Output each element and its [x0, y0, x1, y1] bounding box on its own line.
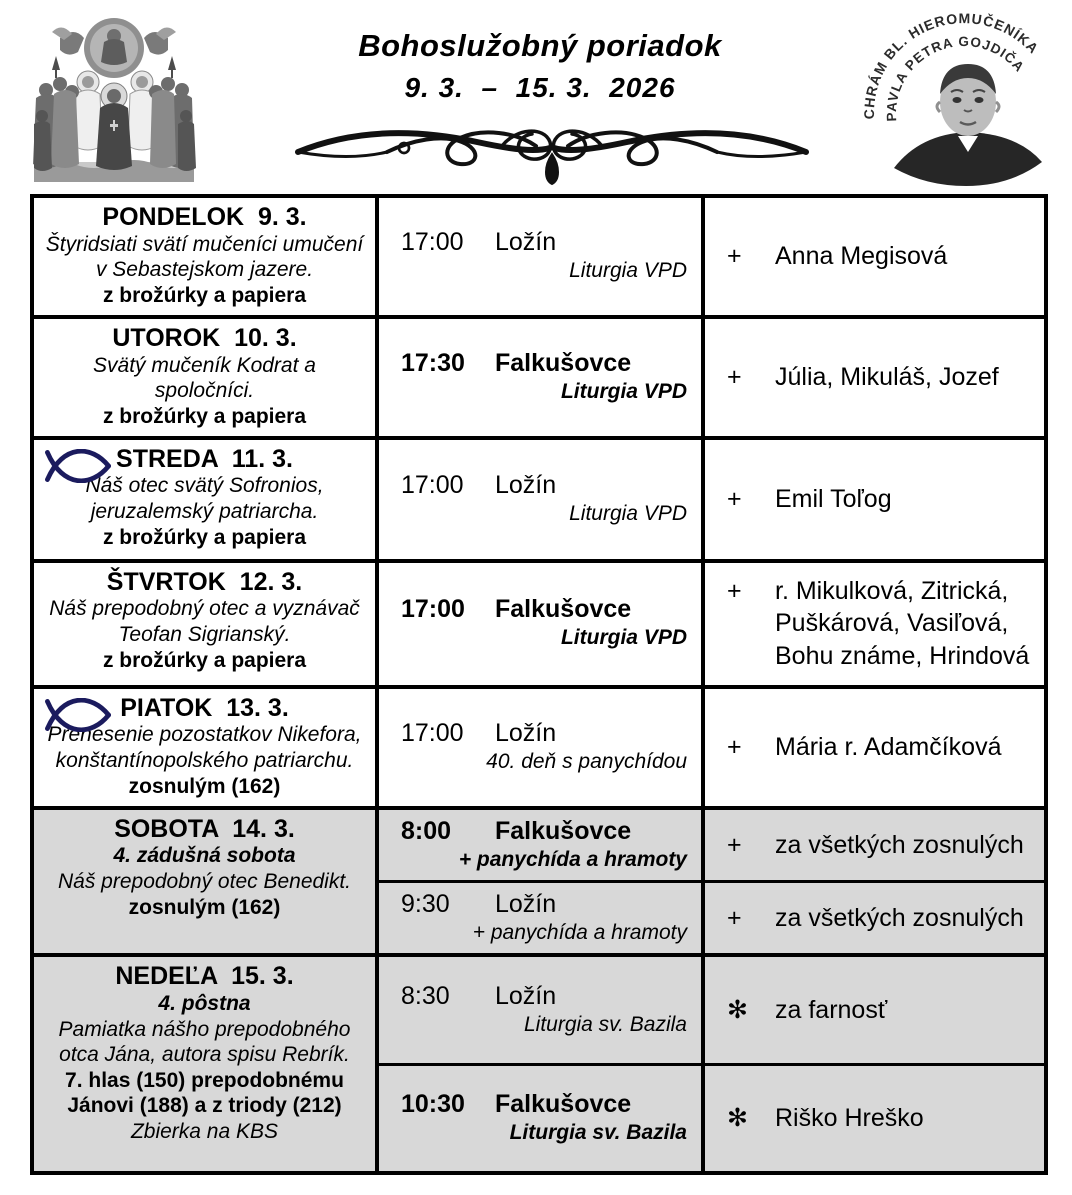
stamp-arc-top-text: CHRÁM BL. HIEROMUČENÍKA [860, 10, 1043, 120]
intentions-cell [701, 563, 1044, 685]
liturgy-schedule-table [30, 194, 1048, 1175]
day-info-cell [34, 563, 375, 685]
day-info-cell [34, 810, 375, 954]
intention-symbol: + [727, 830, 742, 859]
intention-entry [705, 198, 1044, 315]
intention-text: Anna Megisová [775, 242, 948, 271]
day-info-cell [34, 319, 375, 436]
date-range: 9. 3. – 15. 3. 2026 [404, 72, 676, 103]
intention-text: r. Mikulková, Zitrická, Puškárová, Vasiľová, Bohu známe, Hrindová [775, 576, 1030, 670]
service-entry [379, 880, 701, 953]
day-description-line: Náš prepodobný otec a vyznávač Teofan Sigrianský. [49, 597, 360, 646]
intentions-cell [701, 198, 1044, 315]
service-time: 9:30 [401, 889, 450, 918]
service-place: Ložín [495, 889, 557, 918]
service-place: Falkušovce [495, 349, 632, 378]
day-description-line: Svätý mučeník Kodrat a spoločníci. [93, 353, 316, 403]
intention-entry [705, 440, 1044, 559]
day-info-cell [34, 198, 375, 315]
day-description-line: Zbierka na KBS [130, 1120, 279, 1144]
intentions-cell [701, 689, 1044, 806]
service-time: 17:30 [401, 349, 465, 378]
ichthys-fish-icon [42, 449, 114, 483]
day-title: PIATOK 13. 3. [120, 693, 289, 722]
schedule-day-row [34, 436, 1044, 559]
day-description-line: Náš prepodobný otec Benedikt. [57, 869, 352, 893]
intention-entry [705, 1063, 1044, 1172]
service-time: 10:30 [401, 1090, 465, 1119]
service-entry [379, 563, 701, 685]
service-liturgy-detail: Liturgia VPD [560, 626, 687, 650]
schedule-day-row [34, 806, 1044, 954]
service-liturgy-detail: Liturgia VPD [569, 501, 687, 525]
service-liturgy-detail: Liturgia VPD [560, 380, 687, 404]
stamp-arc-bottom-text: PAVLA PETRA GOJDIČA [883, 34, 1028, 122]
intention-symbol: + [727, 732, 742, 761]
priest-portrait [894, 64, 1042, 186]
day-info-cell [34, 957, 375, 1171]
service-entry [379, 957, 701, 1063]
intention-symbol: ✻ [727, 995, 748, 1024]
service-entry [379, 689, 701, 806]
page-title: Bohoslužobný poriadok [358, 28, 722, 63]
schedule-day-row [34, 685, 1044, 806]
day-description-line: Náš otec svätý Sofronios, jeruzalemský patriarcha. [85, 474, 324, 523]
service-time: 8:00 [401, 816, 452, 845]
intention-text: Riško Hreško [775, 1104, 924, 1133]
service-liturgy-detail: Liturgia VPD [569, 259, 687, 283]
service-entry [379, 198, 701, 315]
services-cell [375, 957, 701, 1171]
day-description-line: Pamiatka nášho prepodobného otca Jána, autora spisu Rebrík. [58, 1017, 351, 1067]
intention-text: Mária r. Adamčíková [775, 732, 1002, 761]
intentions-cell [701, 957, 1044, 1171]
services-cell [375, 810, 701, 954]
day-description-line: Štyridsiati svätí mučeníci umučení v Sebastejskom jazere. [45, 232, 364, 282]
schedule-day-row [34, 953, 1044, 1171]
service-liturgy-detail: 40. deň s panychídou [486, 749, 687, 773]
intention-text: za farnosť [775, 995, 888, 1024]
service-time: 8:30 [401, 981, 450, 1010]
services-cell [375, 319, 701, 436]
day-description-line: zosnulým (162) [128, 774, 281, 798]
services-cell [375, 563, 701, 685]
services-cell [375, 440, 701, 559]
day-description-line: Prenesenie pozostatkov Nikefora, konštantínopolského patriarchu. [47, 723, 362, 772]
page-header [0, 0, 1072, 196]
intention-symbol: + [727, 576, 742, 605]
day-title: SOBOTA 14. 3. [114, 814, 295, 843]
service-liturgy-detail: Liturgia sv. Bazila [523, 1012, 687, 1036]
day-title: ŠTVRTOK 12. 3. [106, 567, 303, 596]
day-description-line: z brožúrky a papiera [102, 525, 307, 549]
services-cell [375, 198, 701, 315]
service-place: Falkušovce [495, 595, 632, 624]
day-description-line: 4. pôstna [158, 992, 251, 1016]
intention-entry [705, 563, 1044, 685]
service-time: 17:00 [401, 595, 465, 624]
day-description-line: z brožúrky a papiera [102, 404, 307, 428]
schedule-day-row [34, 315, 1044, 436]
day-description-line: z brožúrky a papiera [102, 283, 307, 307]
intention-text: Emil Toľog [775, 484, 892, 513]
intention-entry [705, 880, 1044, 953]
title-block [300, 28, 780, 104]
day-title: NEDEĽA 15. 3. [115, 962, 294, 991]
intention-symbol: + [727, 903, 742, 932]
service-time: 17:00 [401, 228, 464, 257]
day-description-line: 4. zádušná sobota [113, 844, 296, 868]
schedule-day-row [34, 198, 1044, 315]
intention-entry [705, 957, 1044, 1063]
intention-entry [705, 810, 1044, 880]
intentions-cell [701, 810, 1044, 954]
schedule-day-row [34, 559, 1044, 685]
service-entry [379, 810, 701, 880]
service-liturgy-detail: + panychída a hramoty [472, 920, 687, 944]
intention-entry [705, 319, 1044, 436]
day-info-cell [34, 440, 375, 559]
service-place: Ložín [495, 981, 557, 1010]
intention-symbol: + [727, 363, 742, 392]
service-entry [379, 1063, 701, 1172]
intention-text: za všetkých zosnulých [775, 830, 1024, 859]
service-entry [379, 440, 701, 559]
intentions-cell [701, 319, 1044, 436]
service-liturgy-detail: Liturgia sv. Bazila [509, 1121, 687, 1145]
day-description-line: z brožúrky a papiera [102, 648, 307, 672]
intention-entry [705, 689, 1044, 806]
services-cell [375, 689, 701, 806]
service-time: 17:00 [401, 718, 464, 747]
service-place: Falkušovce [495, 1090, 632, 1119]
parish-stamp [860, 6, 1068, 190]
service-place: Ložín [495, 228, 557, 257]
day-title: PONDELOK 9. 3. [102, 203, 307, 231]
day-info-cell [34, 689, 375, 806]
service-time: 17:00 [401, 470, 464, 499]
day-description-line: zosnulým (162) [128, 895, 281, 919]
intention-symbol: + [727, 484, 742, 513]
intention-symbol: ✻ [727, 1104, 748, 1133]
flourish-divider-icon [292, 112, 812, 187]
intention-text: Júlia, Mikuláš, Jozef [775, 363, 999, 392]
service-liturgy-detail: + panychída a hramoty [458, 847, 687, 871]
ascension-icon-image [30, 12, 198, 184]
intention-symbol: + [727, 242, 742, 271]
intentions-cell [701, 440, 1044, 559]
service-place: Ložín [495, 470, 557, 499]
service-place: Falkušovce [495, 816, 632, 845]
day-description-line: 7. hlas (150) prepodobnému Jánovi (188) a z triody (212) [65, 1068, 344, 1118]
service-place: Ložín [495, 718, 557, 747]
ichthys-fish-icon [42, 698, 114, 732]
day-title: UTOROK 10. 3. [112, 324, 297, 352]
day-title: STREDA 11. 3. [116, 444, 293, 473]
intention-text: za všetkých zosnulých [775, 903, 1024, 932]
service-entry [379, 319, 701, 436]
